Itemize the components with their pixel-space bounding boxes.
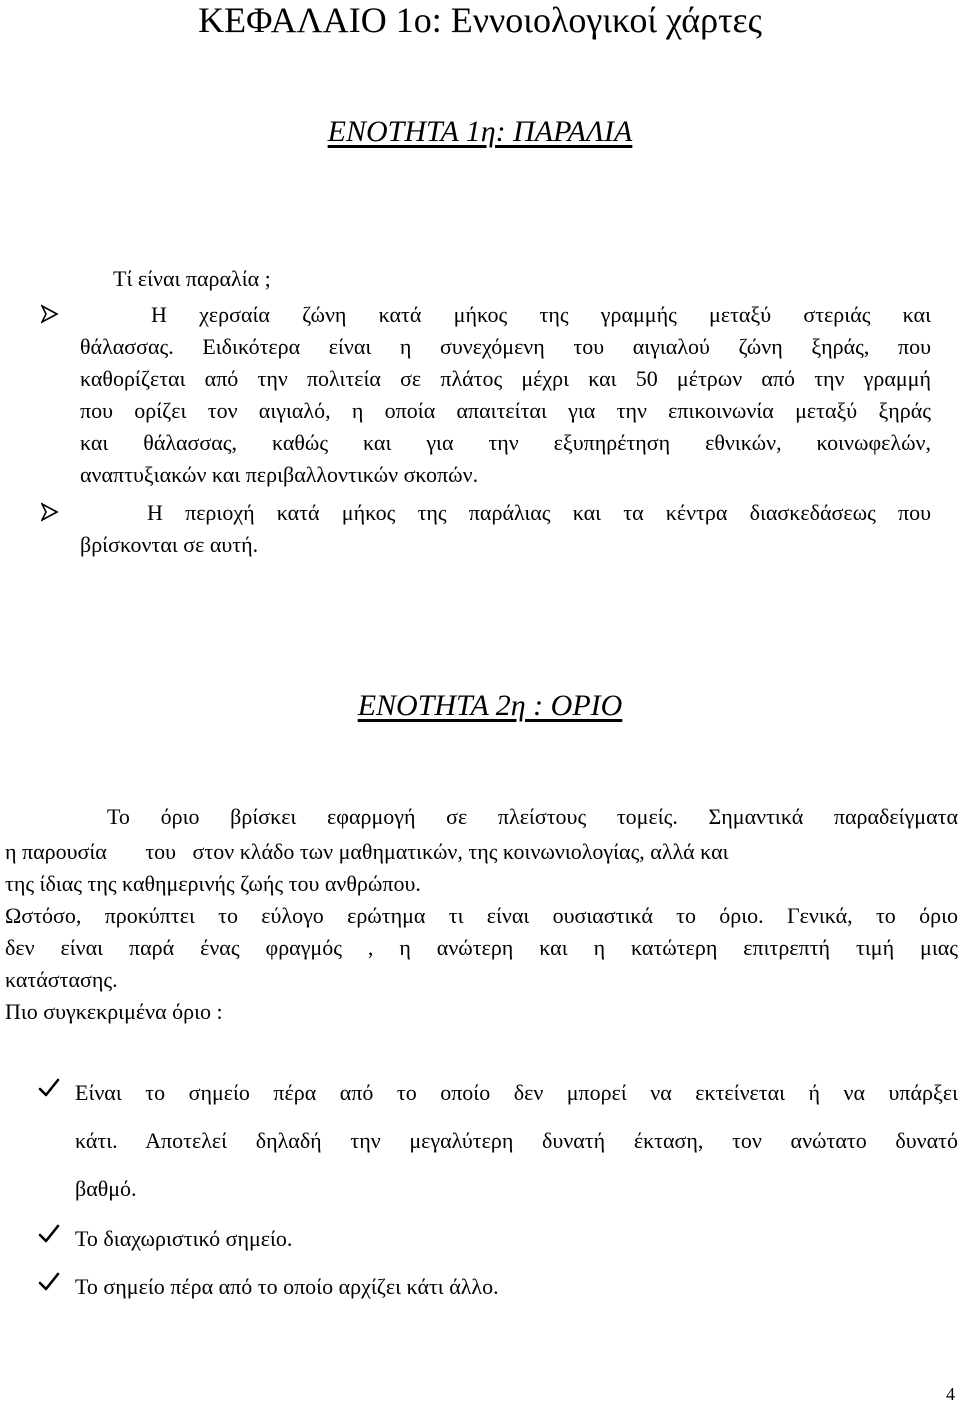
bullet-1-line-5: και θάλασσας, καθώς και για την εξυπηρέτηση εθνικών, κοινωφελών, [80, 430, 931, 455]
checkmark-icon [38, 1271, 60, 1293]
check-1-line-2: κάτι. Αποτελεί δηλαδή την μεγαλύτερη δυνατή έκταση, τον ανώτατο δυνατό [75, 1128, 958, 1153]
paragraph-2-line-1: Ωστόσο, προκύπτει το εύλογο ερώτημα τι είναι ουσιαστικά το όριο. Γενικά, το όριο [5, 903, 958, 928]
arrow-bullet-icon [41, 502, 59, 522]
paragraph-1-line-1: Το όριο βρίσκει εφαρμογή σε πλείστους τομείς. Σημαντικά παραδείγματα [107, 804, 958, 829]
check-2: Το διαχωριστικό σημείο. [75, 1226, 293, 1251]
bullet-1-line-2: θάλασσας. Ειδικότερα είναι η συνεχόμενη του αιγιαλού ζώνη ξηράς, που [80, 334, 931, 359]
bullet-1-line-4: που ορίζει τον αιγιαλό, η οποία απαιτείται για την επικοινωνία μεταξύ ξηράς [80, 398, 931, 423]
section-2-title: ΕΝΟΤΗΤΑ 2η : ΟΡΙΟ [357, 689, 623, 722]
checkmark-icon [38, 1223, 60, 1245]
checkmark-icon [38, 1077, 60, 1099]
page-number: 4 [946, 1384, 955, 1404]
check-3: Το σημείο πέρα από το οποίο αρχίζει κάτι άλλο. [75, 1274, 499, 1299]
bullet-2-line-2: βρίσκονται σε αυτή. [80, 532, 259, 557]
paragraph-2-line-3: κατάστασης. [5, 967, 118, 992]
paragraph-1-line-3: της ίδιας της καθημερινής ζωής του ανθρώπου. [5, 871, 421, 896]
check-1-line-1: Είναι το σημείο πέρα από το οποίο δεν μπορεί να εκτείνεται ή να υπάρξει [75, 1080, 958, 1105]
arrow-bullet-icon [41, 304, 59, 324]
chapter-title: ΚΕΦΑΛΑΙΟ 1ο: Εννοιολογικοί χάρτες [198, 0, 762, 40]
paragraph-2-line-2: δεν είναι παρά ένας φραγμός , η ανώτερη και η κατώτερη επιτρεπτή τιμή μιας [5, 935, 958, 960]
bullet-1-line-3: καθορίζεται από την πολιτεία σε πλάτος μέχρι και 50 μέτρων από την γραμμή [80, 366, 931, 391]
paragraph-1-line-2: η παρουσία του στον κλάδο των μαθηματικών, της κοινωνιολογίας, αλλά και [5, 839, 729, 864]
section-1-title: ΕΝΟΤΗΤΑ 1η: ΠΑΡΑΛΙΑ [327, 115, 633, 148]
section-1-question: Τί είναι παραλία ; [113, 266, 271, 291]
bullet-1-line-1: Η χερσαία ζώνη κατά μήκος της γραμμής μεταξύ στεριάς και [151, 302, 931, 327]
definition-intro: Πιο συγκεκριμένα όριο : [5, 999, 223, 1024]
bullet-1-line-6: αναπτυξιακών και περιβαλλοντικών σκοπών. [80, 462, 479, 487]
bullet-2-line-1: Η περιοχή κατά μήκος της παράλιας και τα κέντρα διασκεδάσεως που [147, 500, 931, 525]
check-1-line-3: βαθμό. [75, 1176, 137, 1201]
